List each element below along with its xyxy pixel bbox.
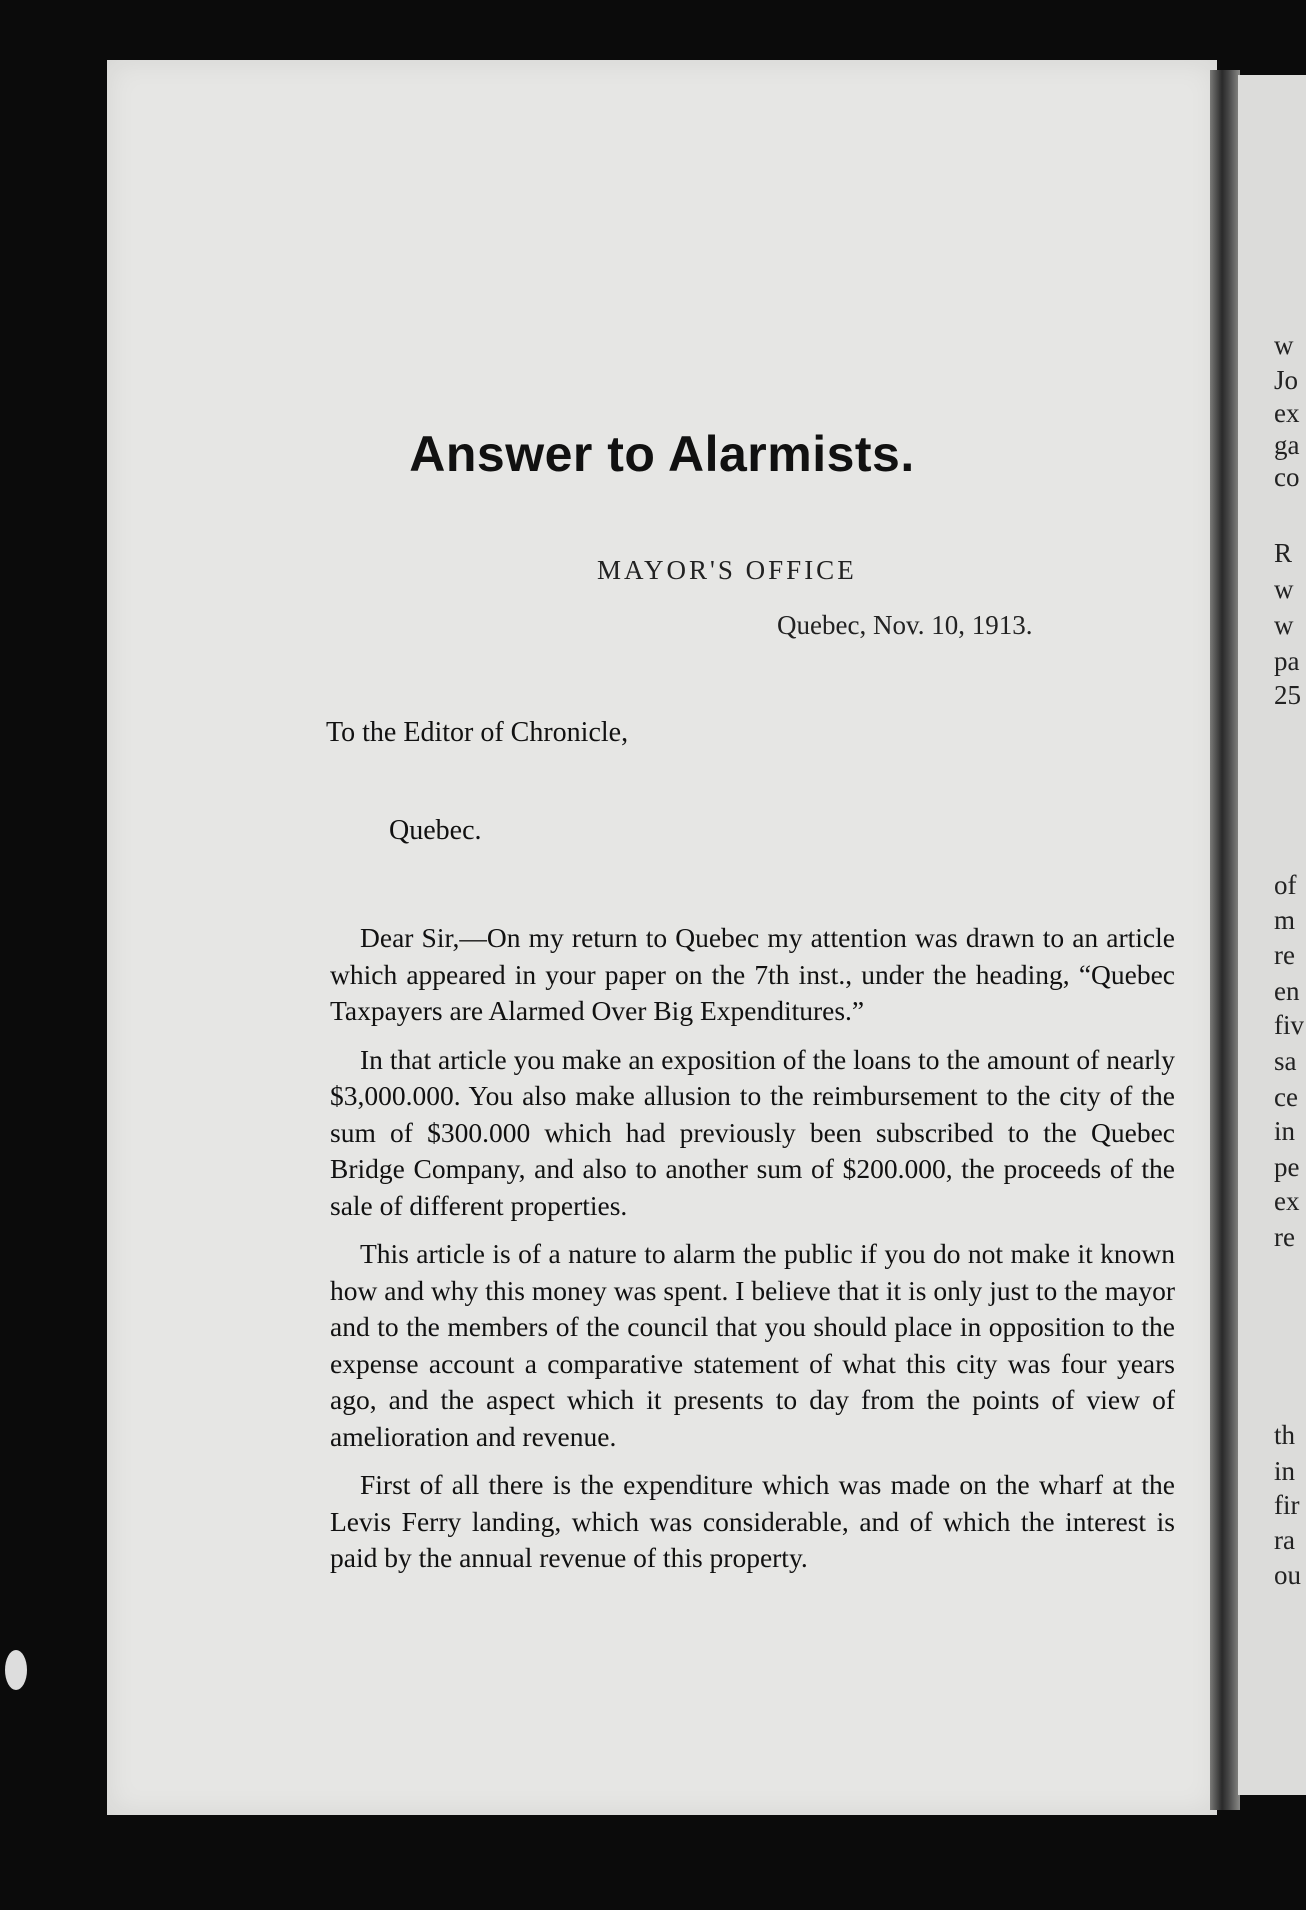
scan-speck	[5, 1650, 27, 1690]
dateline: Quebec, Nov. 10, 1913.	[777, 610, 1033, 640]
facing-page-fragment: m	[1274, 905, 1296, 935]
facing-page-fragment: fir	[1274, 1490, 1300, 1520]
facing-page-fragment: R	[1274, 538, 1293, 568]
facing-page-fragment: re	[1274, 940, 1295, 970]
facing-page-fragment: w	[1274, 330, 1294, 360]
facing-page-fragment: 25	[1274, 680, 1301, 710]
facing-page-fragment: ex	[1274, 398, 1300, 428]
facing-page-fragment: pe	[1274, 1152, 1300, 1182]
letter-body	[330, 920, 1175, 1589]
facing-page	[1238, 75, 1306, 1795]
salutation-city: Quebec.	[389, 815, 482, 846]
facing-page-fragment: th	[1274, 1420, 1296, 1450]
facing-page-fragment: ex	[1274, 1186, 1300, 1216]
facing-page-fragment: ra	[1274, 1525, 1295, 1555]
facing-page-fragment: pa	[1274, 646, 1300, 676]
facing-page-fragment: ce	[1274, 1082, 1298, 1112]
book-gutter	[1210, 70, 1240, 1810]
facing-page-fragment: fiv	[1274, 1010, 1304, 1040]
facing-page-fragment: Jo	[1274, 365, 1299, 395]
facing-page-fragment: in	[1274, 1456, 1296, 1486]
paragraph: First of all there is the expenditure which was made on the wharf at the Levis Ferry landing, which was considerable, and of which the interest is paid by the annual revenue of this property.	[330, 1469, 1175, 1573]
facing-page-fragment: w	[1274, 574, 1294, 604]
facing-page-fragment: w	[1274, 610, 1294, 640]
document-page	[107, 60, 1217, 1815]
facing-page-fragment: re	[1274, 1222, 1295, 1252]
facing-page-fragment: ga	[1274, 430, 1300, 460]
facing-page-fragment: co	[1274, 462, 1300, 492]
facing-page-fragment: in	[1274, 1116, 1296, 1146]
paragraph: This article is of a nature to alarm the public if you do not make it known how and why this money was spent. I believe that it is only just to the mayor and to the members of the council that you should place in opposition to the expense account a comparative statement of what this city was four years ago, and the aspect which it presents to day from the points of view of amelioration and revenue.	[330, 1238, 1175, 1452]
salutation: To the Editor of Chronicle,	[326, 717, 629, 748]
facing-page-fragment: ou	[1274, 1560, 1301, 1590]
facing-page-fragment: en	[1274, 976, 1300, 1006]
facing-page-fragment: sa	[1274, 1046, 1297, 1076]
facing-page-fragment: of	[1274, 870, 1297, 900]
paragraph: Dear Sir,—On my return to Quebec my attention was drawn to an article which appeared in your paper on the 7th inst., under the heading, “Quebec Taxpayers are Alarmed Over Big Expenditures.”	[330, 922, 1175, 1026]
office-heading: MAYOR'S OFFICE	[597, 555, 857, 585]
document-title: Answer to Alarmists.	[409, 426, 915, 482]
paragraph: In that article you make an exposition of the loans to the amount of nearly $3,000.000. You also make allusion to the reimbursement to the city of the sum of $300.000 which had previously been subscribed to the Quebec Bridge Company, and also to another sum of $200.000, the proceeds of the sale of different properties.	[330, 1043, 1175, 1221]
